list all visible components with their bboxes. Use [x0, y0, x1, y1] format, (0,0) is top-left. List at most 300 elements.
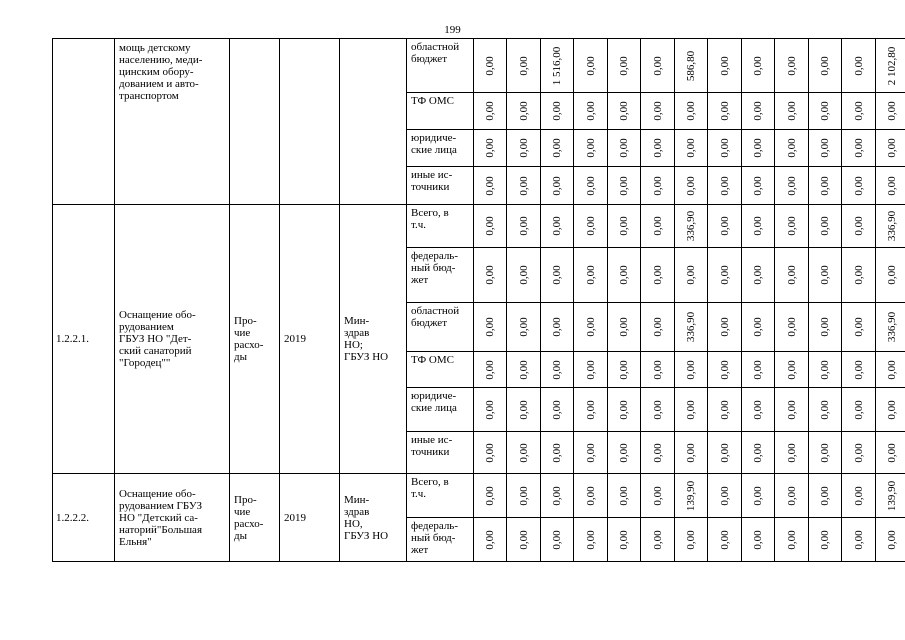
value-text: 0,00	[685, 175, 697, 196]
value-cell	[708, 248, 742, 303]
value-cell	[507, 388, 541, 432]
value-text: 0,00	[752, 101, 764, 121]
value-text: 0,00	[651, 101, 664, 121]
value-text: 0,00	[484, 101, 496, 121]
value-cell	[675, 518, 708, 562]
value-text: 0,00	[618, 55, 630, 76]
value-text: 0,00	[484, 265, 496, 285]
value-cell	[742, 130, 775, 167]
value-cell	[809, 39, 842, 93]
value-text: 0,00	[819, 101, 831, 121]
value-text: 0,00	[584, 529, 597, 550]
value-cell	[876, 130, 905, 167]
value-cell	[507, 130, 541, 167]
value-cell	[507, 352, 541, 388]
value-text: 0,00	[584, 265, 597, 285]
value-text: 0,00	[517, 216, 530, 236]
value-cell	[775, 518, 809, 562]
value-cell	[574, 248, 608, 303]
value-cell	[775, 352, 809, 388]
executor-cell: Мин- здрав НО; ГБУЗ НО	[340, 205, 407, 474]
value-cell	[474, 388, 507, 432]
value-text: 0,00	[584, 216, 597, 236]
value-text: 0,00	[651, 442, 664, 463]
value-text: 0,00	[551, 485, 563, 506]
value-text: 0,00	[618, 101, 630, 121]
value-cell	[708, 93, 742, 130]
value-text: 0,00	[785, 442, 798, 463]
value-cell	[775, 93, 809, 130]
value-cell	[474, 432, 507, 474]
value-text: 0,00	[685, 399, 697, 420]
value-cell	[842, 303, 876, 352]
value-cell	[574, 39, 608, 93]
source-label: юридиче- ские лица	[407, 130, 474, 167]
value-cell	[708, 205, 742, 248]
value-cell	[675, 39, 708, 93]
value-text: 0,00	[785, 101, 798, 121]
executor-cell: Мин- здрав НО, ГБУЗ НО	[340, 474, 407, 562]
value-text: 0,00	[484, 442, 496, 463]
value-cell	[507, 167, 541, 205]
value-text: 0,00	[718, 485, 731, 506]
value-text: 0,00	[852, 442, 865, 463]
value-text: 0,00	[551, 399, 563, 420]
value-cell	[541, 518, 574, 562]
value-text: 0,00	[651, 216, 664, 236]
value-cell	[507, 248, 541, 303]
value-cell	[809, 130, 842, 167]
value-cell	[775, 432, 809, 474]
value-text: 0,00	[618, 265, 630, 285]
value-text: 0,00	[785, 317, 798, 337]
value-text: 586,80	[685, 50, 697, 81]
value-cell	[842, 388, 876, 432]
value-cell	[842, 432, 876, 474]
table-row	[53, 474, 905, 518]
value-text: 0,00	[852, 399, 865, 420]
value-cell	[608, 303, 641, 352]
value-text: 0,00	[819, 216, 831, 236]
value-text: 0,00	[551, 529, 563, 550]
value-text: 139,90	[886, 480, 898, 511]
value-text: 0,00	[484, 485, 496, 506]
value-text: 0,00	[718, 265, 731, 285]
value-text: 0,00	[685, 529, 697, 550]
value-text: 0,00	[618, 399, 630, 420]
value-text: 0,00	[852, 317, 865, 337]
value-text: 0,00	[551, 442, 563, 463]
value-text: 0,00	[752, 55, 764, 76]
value-text: 0,00	[551, 216, 563, 236]
value-text: 0,00	[752, 485, 764, 506]
value-cell	[474, 93, 507, 130]
value-cell	[742, 388, 775, 432]
value-text: 0,00	[886, 101, 898, 121]
value-cell	[842, 474, 876, 518]
value-text: 0,00	[517, 265, 530, 285]
value-text: 0,00	[517, 399, 530, 420]
value-text: 0,00	[852, 359, 865, 380]
source-label: федераль- ный бюд- жет	[407, 518, 474, 562]
value-text: 0,00	[618, 359, 630, 380]
value-cell	[742, 205, 775, 248]
value-cell	[708, 432, 742, 474]
value-cell	[474, 39, 507, 93]
value-cell	[842, 248, 876, 303]
value-cell	[541, 352, 574, 388]
value-cell	[742, 518, 775, 562]
source-label: областной бюджет	[407, 39, 474, 93]
value-cell	[809, 388, 842, 432]
value-text: 0,00	[651, 138, 664, 158]
executor-cell	[340, 39, 407, 205]
source-label: ТФ ОМС	[407, 93, 474, 130]
value-cell	[507, 205, 541, 248]
value-text: 0,00	[517, 138, 530, 158]
value-cell	[809, 303, 842, 352]
value-text: 0,00	[584, 359, 597, 380]
value-text: 0,00	[886, 529, 898, 550]
value-cell	[675, 388, 708, 432]
value-text: 0,00	[618, 317, 630, 337]
value-text: 0,00	[752, 399, 764, 420]
value-text: 0,00	[718, 317, 731, 337]
value-cell	[574, 518, 608, 562]
value-cell	[842, 130, 876, 167]
value-cell	[675, 248, 708, 303]
value-text: 0,00	[484, 359, 496, 380]
value-cell	[876, 205, 905, 248]
value-cell	[742, 248, 775, 303]
value-cell	[474, 130, 507, 167]
value-cell	[641, 39, 675, 93]
value-cell	[574, 352, 608, 388]
value-cell	[708, 518, 742, 562]
value-text: 0,00	[517, 55, 530, 76]
value-cell	[775, 39, 809, 93]
value-text: 0,00	[785, 399, 798, 420]
value-text: 0,00	[517, 317, 530, 337]
value-text: 0,00	[852, 175, 865, 196]
value-text: 139,90	[685, 480, 697, 511]
value-text: 0,00	[718, 216, 731, 236]
value-cell	[474, 303, 507, 352]
value-cell	[775, 388, 809, 432]
value-cell	[809, 474, 842, 518]
value-text: 1 516,00	[551, 46, 563, 85]
value-text: 0,00	[517, 529, 530, 550]
value-text: 0,00	[752, 317, 764, 337]
value-cell	[474, 474, 507, 518]
value-text: 0,00	[484, 55, 496, 76]
value-text: 0,00	[852, 529, 865, 550]
value-text: 0,00	[584, 442, 597, 463]
value-cell	[842, 93, 876, 130]
value-cell	[507, 39, 541, 93]
table-row	[53, 39, 905, 93]
value-cell	[608, 388, 641, 432]
value-text: 0,00	[886, 138, 898, 158]
value-text: 0,00	[584, 55, 597, 76]
value-cell	[842, 352, 876, 388]
value-cell	[608, 93, 641, 130]
value-cell	[809, 248, 842, 303]
value-text: 0,00	[752, 175, 764, 196]
value-text: 0,00	[718, 101, 731, 121]
value-text: 0,00	[886, 399, 898, 420]
value-text: 0,00	[685, 101, 697, 121]
source-label: Всего, в т.ч.	[407, 205, 474, 248]
year-cell: 2019	[280, 205, 340, 474]
value-text: 0,00	[752, 265, 764, 285]
value-cell	[876, 93, 905, 130]
value-text: 0,00	[484, 175, 496, 196]
value-text: 0,00	[551, 359, 563, 380]
value-cell	[608, 205, 641, 248]
value-cell	[809, 432, 842, 474]
value-cell	[541, 248, 574, 303]
value-cell	[708, 388, 742, 432]
value-text: 336,90	[886, 311, 898, 343]
value-text: 0,00	[584, 138, 597, 158]
value-text: 0,00	[584, 101, 597, 121]
value-text: 0,00	[819, 529, 831, 550]
value-text: 0,00	[718, 399, 731, 420]
value-cell	[474, 248, 507, 303]
value-cell	[541, 432, 574, 474]
value-text: 0,00	[785, 529, 798, 550]
value-text: 0,00	[618, 138, 630, 158]
value-text: 0,00	[819, 317, 831, 337]
value-text: 0,00	[484, 399, 496, 420]
value-cell	[608, 130, 641, 167]
value-text: 0,00	[584, 485, 597, 506]
value-text: 336,90	[886, 210, 898, 242]
value-text: 0,00	[718, 55, 731, 76]
value-text: 0,00	[785, 138, 798, 158]
value-text: 0,00	[819, 138, 831, 158]
value-cell	[574, 167, 608, 205]
source-label: ТФ ОМС	[407, 352, 474, 388]
value-cell	[608, 39, 641, 93]
value-cell	[742, 93, 775, 130]
value-cell	[574, 303, 608, 352]
page-number: 199	[444, 24, 461, 36]
value-cell	[742, 474, 775, 518]
value-cell	[608, 248, 641, 303]
description-cell: мощь детскому населению, меди- цинским обору- дованием и авто- транспортом	[115, 39, 230, 205]
value-text: 0,00	[718, 175, 731, 196]
value-cell	[809, 167, 842, 205]
value-cell	[675, 432, 708, 474]
value-cell	[809, 205, 842, 248]
value-text: 0,00	[584, 175, 597, 196]
value-cell	[842, 205, 876, 248]
value-text: 0,00	[718, 529, 731, 550]
value-cell	[742, 432, 775, 474]
value-cell	[608, 518, 641, 562]
value-text: 0,00	[651, 485, 664, 506]
value-text: 0,00	[785, 216, 798, 236]
value-cell	[541, 205, 574, 248]
value-text: 0,00	[886, 359, 898, 380]
value-text: 0,00	[517, 359, 530, 380]
value-text: 0,00	[618, 216, 630, 236]
value-text: 0,00	[584, 317, 597, 337]
value-text: 0,00	[651, 175, 664, 196]
value-text: 2 102,80	[886, 46, 898, 85]
value-cell	[541, 388, 574, 432]
source-label: иные ис- точники	[407, 167, 474, 205]
value-text: 0,00	[651, 359, 664, 380]
value-cell	[775, 130, 809, 167]
value-text: 0,00	[852, 55, 865, 76]
value-cell	[809, 352, 842, 388]
value-cell	[574, 474, 608, 518]
value-cell	[641, 388, 675, 432]
source-label: иные ис- точники	[407, 432, 474, 474]
value-cell	[574, 388, 608, 432]
value-cell	[775, 303, 809, 352]
description-cell: Оснащение обо- рудованием ГБУЗ НО "Дет- ский санаторий "Городец""	[115, 205, 230, 474]
value-text: 0,00	[819, 175, 831, 196]
code-cell	[53, 39, 115, 205]
value-text: 0,00	[484, 529, 496, 550]
value-text: 0,00	[651, 529, 664, 550]
value-text: 0,00	[718, 442, 731, 463]
value-text: 0,00	[651, 265, 664, 285]
value-cell	[574, 432, 608, 474]
value-cell	[574, 130, 608, 167]
value-text: 0,00	[618, 485, 630, 506]
year-cell	[280, 39, 340, 205]
value-text: 0,00	[584, 399, 597, 420]
value-text: 0,00	[551, 317, 563, 337]
value-cell	[641, 432, 675, 474]
value-text: 0,00	[785, 175, 798, 196]
value-cell	[641, 352, 675, 388]
value-cell	[842, 167, 876, 205]
value-cell	[809, 518, 842, 562]
code-cell: 1.2.2.2.	[53, 474, 115, 562]
value-cell	[675, 205, 708, 248]
value-cell	[574, 205, 608, 248]
value-cell	[876, 518, 905, 562]
value-text: 0,00	[852, 101, 865, 121]
value-cell	[541, 93, 574, 130]
value-text: 0,00	[785, 485, 798, 506]
value-text: 0,00	[718, 359, 731, 380]
value-cell	[876, 474, 905, 518]
value-text: 0,00	[551, 138, 563, 158]
value-cell	[708, 167, 742, 205]
value-text: 0,00	[618, 442, 630, 463]
value-cell	[842, 518, 876, 562]
value-cell	[541, 167, 574, 205]
value-text: 0,00	[484, 317, 496, 337]
value-cell	[876, 388, 905, 432]
value-cell	[474, 167, 507, 205]
value-cell	[608, 432, 641, 474]
value-text: 0,00	[819, 359, 831, 380]
value-text: 0,00	[685, 138, 697, 158]
source-label: федераль- ный бюд- жет	[407, 248, 474, 303]
value-text: 0,00	[752, 216, 764, 236]
value-cell	[574, 93, 608, 130]
value-text: 0,00	[517, 101, 530, 121]
value-cell	[708, 352, 742, 388]
value-cell	[876, 303, 905, 352]
value-cell	[708, 39, 742, 93]
value-cell	[641, 303, 675, 352]
value-text: 0,00	[852, 138, 865, 158]
value-text: 0,00	[852, 216, 865, 236]
value-cell	[876, 39, 905, 93]
value-text: 0,00	[886, 175, 898, 196]
value-cell	[641, 518, 675, 562]
value-cell	[708, 474, 742, 518]
value-text: 0,00	[886, 265, 898, 285]
value-text: 0,00	[785, 55, 798, 76]
value-cell	[541, 474, 574, 518]
description-cell: Оснащение обо- рудованием ГБУЗ НО "Детский са- наторий"Большая Ельня"	[115, 474, 230, 562]
table-body	[53, 39, 905, 562]
value-cell	[541, 130, 574, 167]
value-cell	[708, 130, 742, 167]
value-text: 0,00	[785, 265, 798, 285]
value-cell	[541, 39, 574, 93]
value-cell	[708, 303, 742, 352]
value-cell	[675, 130, 708, 167]
value-cell	[641, 474, 675, 518]
value-text: 0,00	[752, 442, 764, 463]
value-text: 0,00	[618, 175, 630, 196]
value-cell	[775, 474, 809, 518]
value-text: 0,00	[852, 265, 865, 285]
value-text: 0,00	[752, 138, 764, 158]
value-text: 0,00	[517, 442, 530, 463]
value-cell	[507, 93, 541, 130]
value-cell	[742, 303, 775, 352]
value-cell	[641, 205, 675, 248]
value-cell	[507, 432, 541, 474]
value-text: 0,00	[551, 265, 563, 285]
expense-cell: Про- чие расхо- ды	[230, 474, 280, 562]
source-label: юридиче- ские лица	[407, 388, 474, 432]
value-cell	[608, 167, 641, 205]
value-text: 0,00	[819, 55, 831, 76]
value-cell	[474, 352, 507, 388]
source-label: Всего, в т.ч.	[407, 474, 474, 518]
value-text: 0,00	[819, 442, 831, 463]
value-cell	[608, 474, 641, 518]
value-text: 0,00	[651, 55, 664, 76]
value-cell	[742, 39, 775, 93]
value-cell	[675, 167, 708, 205]
value-cell	[876, 167, 905, 205]
value-cell	[507, 518, 541, 562]
value-text: 0,00	[852, 485, 865, 506]
value-text: 0,00	[819, 485, 831, 506]
value-cell	[675, 352, 708, 388]
value-cell	[608, 352, 641, 388]
source-label: областной бюджет	[407, 303, 474, 352]
value-text: 0,00	[819, 399, 831, 420]
value-text: 0,00	[551, 175, 563, 196]
value-cell	[809, 93, 842, 130]
value-text: 0,00	[685, 442, 697, 463]
